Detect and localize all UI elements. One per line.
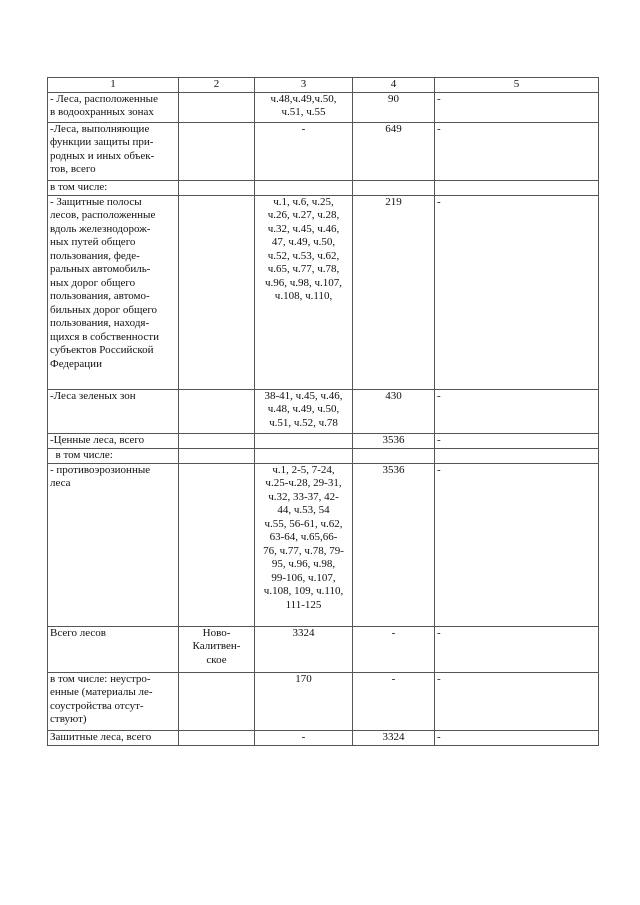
district-cell bbox=[179, 122, 255, 180]
category-cell: - Леса, расположенные в водоохранных зонах bbox=[48, 92, 179, 122]
category-cell: -Леса зеленых зон bbox=[48, 389, 179, 433]
district-cell bbox=[179, 730, 255, 745]
area-cell: 3324 bbox=[353, 730, 435, 745]
category-cell: - Защитные полосы лесов, расположенные вдоль железнодорож- ных путей общего пользования, феде- ральных автомобиль- ных дорог общего пользования, автомо- бильных дорог общего пользования, находя- щихся в собственности субъектов Российской Федерации bbox=[48, 195, 179, 389]
area-cell: 219 bbox=[353, 195, 435, 389]
quarters-cell: ч.1, ч.6, ч.25, ч.26, ч.27, ч.28, ч.32, ч.45, ч.46, 47, ч.49, ч.50, ч.52, ч.53, ч.62, ч.65, ч.77, ч.78, ч.96, ч.98, ч.107, ч.108, ч.110, bbox=[255, 195, 353, 389]
table-row bbox=[48, 672, 599, 730]
forest-table bbox=[47, 77, 599, 746]
quarters-cell: - bbox=[255, 730, 353, 745]
district-cell bbox=[179, 195, 255, 389]
district-cell bbox=[179, 92, 255, 122]
category-cell: в том числе: bbox=[48, 448, 179, 463]
category-cell: - противоэрозионные леса bbox=[48, 463, 179, 626]
quarters-cell bbox=[255, 448, 353, 463]
quarters-cell: 170 bbox=[255, 672, 353, 730]
category-cell: -Ценные леса, всего bbox=[48, 433, 179, 448]
notes-cell bbox=[435, 180, 599, 195]
table-row bbox=[48, 463, 599, 626]
area-cell: 3536 bbox=[353, 463, 435, 626]
area-cell: 430 bbox=[353, 389, 435, 433]
notes-cell bbox=[435, 448, 599, 463]
district-cell: Ново- Калитвен- ское bbox=[179, 626, 255, 672]
quarters-cell: - bbox=[255, 122, 353, 180]
table-row bbox=[48, 389, 599, 433]
table-row bbox=[48, 195, 599, 389]
header-cell: 1 bbox=[48, 78, 179, 93]
category-cell: -Леса, выполняющие функции защиты при- родных и иных объек- тов, всего bbox=[48, 122, 179, 180]
table-row bbox=[48, 448, 599, 463]
table-row bbox=[48, 122, 599, 180]
quarters-cell: ч.1, 2-5, 7-24, ч.25-ч.28, 29-31, ч.32, 33-37, 42- 44, ч.53, 54 ч.55, 56-61, ч.62, 63-64, ч.65,66- 76, ч.77, ч.78, 79- 95, ч.96, ч.98, 99-106, ч.107, ч.108, 109, ч.110, 111-125 bbox=[255, 463, 353, 626]
table-header-row bbox=[48, 78, 599, 93]
table-row bbox=[48, 626, 599, 672]
notes-cell: - bbox=[435, 433, 599, 448]
district-cell bbox=[179, 448, 255, 463]
district-cell bbox=[179, 180, 255, 195]
category-cell: в том числе: неустро- енные (материалы ле- соустройства отсут- ствуют) bbox=[48, 672, 179, 730]
quarters-cell bbox=[255, 433, 353, 448]
quarters-cell bbox=[255, 180, 353, 195]
table-row bbox=[48, 92, 599, 122]
district-cell bbox=[179, 463, 255, 626]
area-cell: 90 bbox=[353, 92, 435, 122]
district-cell bbox=[179, 672, 255, 730]
category-cell: Зашитные леса, всего bbox=[48, 730, 179, 745]
area-cell bbox=[353, 180, 435, 195]
quarters-cell: 3324 bbox=[255, 626, 353, 672]
notes-cell: - bbox=[435, 463, 599, 626]
area-cell bbox=[353, 448, 435, 463]
notes-cell: - bbox=[435, 672, 599, 730]
header-cell: 3 bbox=[255, 78, 353, 93]
table-row bbox=[48, 180, 599, 195]
area-cell: - bbox=[353, 626, 435, 672]
table-row bbox=[48, 730, 599, 745]
district-cell bbox=[179, 389, 255, 433]
notes-cell: - bbox=[435, 195, 599, 389]
header-cell: 4 bbox=[353, 78, 435, 93]
quarters-cell: ч.48,ч.49,ч.50, ч.51, ч.55 bbox=[255, 92, 353, 122]
table-row bbox=[48, 433, 599, 448]
category-cell: в том числе: bbox=[48, 180, 179, 195]
area-cell: - bbox=[353, 672, 435, 730]
notes-cell: - bbox=[435, 626, 599, 672]
notes-cell: - bbox=[435, 92, 599, 122]
notes-cell: - bbox=[435, 122, 599, 180]
category-cell: Всего лесов bbox=[48, 626, 179, 672]
header-cell: 5 bbox=[435, 78, 599, 93]
notes-cell: - bbox=[435, 389, 599, 433]
district-cell bbox=[179, 433, 255, 448]
area-cell: 3536 bbox=[353, 433, 435, 448]
header-cell: 2 bbox=[179, 78, 255, 93]
quarters-cell: 38-41, ч.45, ч.46, ч.48, ч.49, ч.50, ч.51, ч.52, ч.78 bbox=[255, 389, 353, 433]
area-cell: 649 bbox=[353, 122, 435, 180]
notes-cell: - bbox=[435, 730, 599, 745]
